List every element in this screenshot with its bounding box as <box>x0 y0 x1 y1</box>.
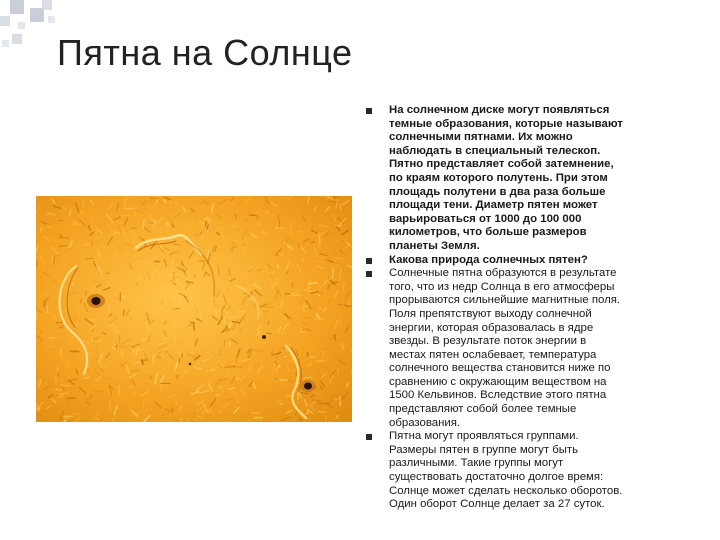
bullet-icon <box>366 271 372 277</box>
decor-square <box>18 22 25 29</box>
sunspot <box>262 335 266 339</box>
bullet-text-line: площадь полутени в два раза больше <box>389 185 606 198</box>
bullet-paragraph <box>366 104 686 254</box>
bullet-text-line: существовать достаточно долгое время: <box>389 471 604 484</box>
bullet-text-line: представляют собой более темные <box>389 403 577 416</box>
bullet-paragraph <box>366 267 686 430</box>
decor-square <box>12 34 22 44</box>
bullet-text-line: по краям которого полутень. При этом <box>389 171 608 184</box>
decor-square <box>0 16 10 26</box>
bullet-text-line: наблюдать в специальный телескоп. <box>389 144 601 157</box>
bullet-text-line: варьироваться от 1000 до 100 000 <box>389 212 582 225</box>
bullet-text-line: Один оборот Солнце делает за 27 суток. <box>389 498 605 511</box>
bullet-paragraph <box>366 430 686 512</box>
sunspot <box>189 363 192 366</box>
bullet-text-line: километров, что больше размеров <box>389 226 587 239</box>
bullet-text-line: сравнению с окружающим веществом на <box>389 375 607 388</box>
bullet-text-line: планеты Земля. <box>389 239 480 252</box>
bullet-text-line: Солнечные пятна образуются в результате <box>389 267 617 280</box>
slide-title: Пятна на Солнце <box>57 32 353 73</box>
bullet-text-line: звезды. В результате поток энергии в <box>389 335 587 348</box>
bullet-text-line: темные образования, которые называют <box>389 117 623 130</box>
bullet-text-line: Солнце может сделать несколько оборотов. <box>389 484 623 497</box>
bullet-text-line: образования. <box>389 416 461 429</box>
decor-square <box>2 40 9 47</box>
decor-square <box>10 0 24 14</box>
bullet-text-line: прорываются сильнейшие магнитные поля. <box>389 294 621 307</box>
bullet-icon <box>366 434 372 440</box>
text-content <box>366 104 686 512</box>
bullet-text-line: солнечного вещества становится ниже по <box>389 362 611 375</box>
bullet-icon <box>366 108 372 114</box>
decor-square <box>48 16 55 23</box>
bullet-text-line: Поля препятствуют выходу солнечной <box>389 307 592 320</box>
sun-surface-image <box>36 196 352 422</box>
bullet-text-line: энергии, которая образовалась в ядре <box>389 321 594 334</box>
bullet-text-line: солнечными пятнами. Их можно <box>389 131 573 144</box>
bullet-text-line: Какова природа солнечных пятен? <box>389 253 588 266</box>
sunspot <box>92 297 101 305</box>
decor-square <box>42 0 52 10</box>
bullet-text-line: Пятна могут проявляться группами. <box>389 430 579 443</box>
bullet-text-line: того, что из недр Солнца в его атмосферы <box>389 280 615 293</box>
bullet-text-line: местах пятен ослабевает, температура <box>389 348 597 361</box>
bullet-text-line: площади тени. Диаметр пятен может <box>389 199 598 212</box>
bullet-icon <box>366 258 372 264</box>
bullet-text-line: 1500 Кельвинов. Вследствие этого пятна <box>389 389 607 402</box>
decor-square <box>30 8 44 22</box>
sunspot <box>304 383 312 390</box>
bullet-paragraph <box>366 254 686 268</box>
bullet-text-line: Пятно представляет собой затемнение, <box>389 158 614 171</box>
corner-decoration <box>0 0 60 50</box>
bullet-text-line: Размеры пятен в группе могут быть <box>389 443 579 456</box>
bullet-text-line: На солнечном диске могут появляться <box>389 104 610 116</box>
bullet-text-line: различными. Такие группы могут <box>389 457 564 470</box>
